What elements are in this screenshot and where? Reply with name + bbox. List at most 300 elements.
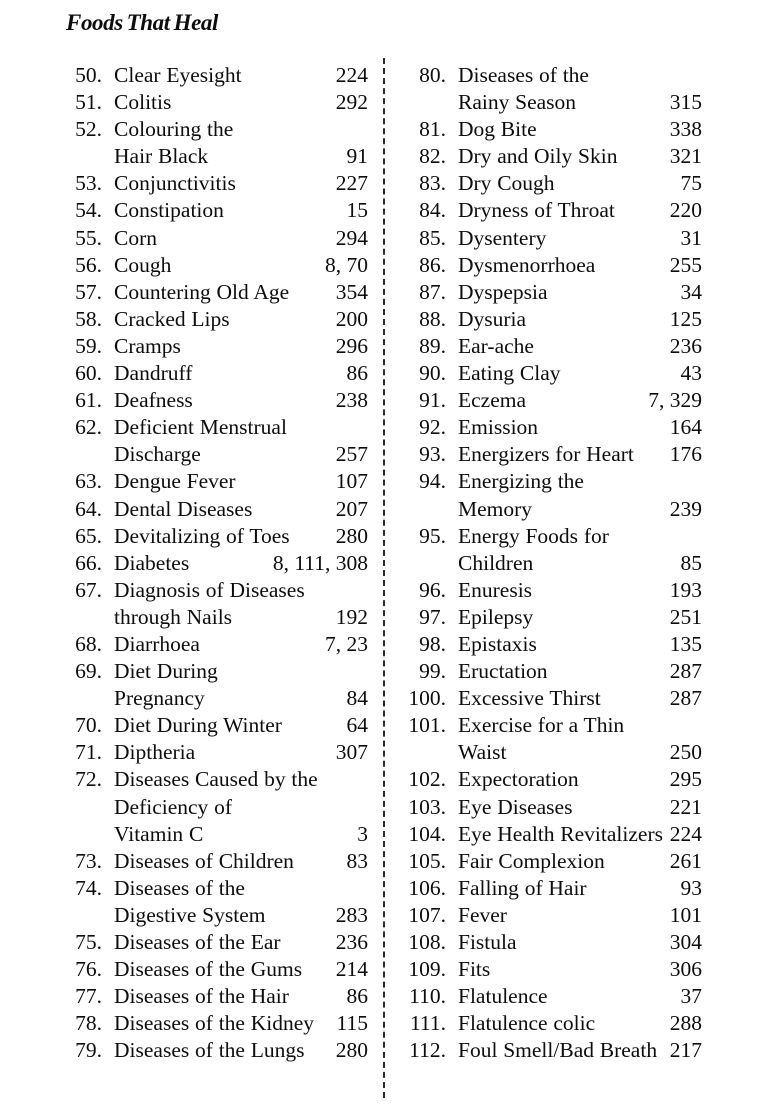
index-entry-title: Epilepsy: [458, 604, 534, 629]
index-entry-page-number: 236: [669, 333, 702, 358]
index-entry-title: Flatulence colic: [458, 1011, 596, 1036]
index-entry[interactable]: [60, 62, 368, 89]
index-entry-line: [60, 225, 368, 252]
index-entry-number: 61.: [75, 388, 102, 413]
index-entry-number: 87.: [419, 279, 446, 304]
index-entry-continuation: [60, 685, 368, 712]
index-entry-number: 54.: [75, 198, 102, 223]
index-entry[interactable]: [400, 468, 702, 522]
index-entry-page-number: 85: [680, 550, 702, 575]
index-entry-line: [400, 631, 702, 658]
index-entry-page-number: 8, 70: [325, 252, 368, 277]
index-entry[interactable]: [60, 983, 368, 1010]
index-entry-page-number: 84: [346, 686, 368, 711]
index-entry-page-number: 115: [336, 1011, 368, 1036]
index-entry-page-number: 251: [669, 604, 702, 629]
index-entry-line: [60, 658, 368, 685]
index-entry-number: 112.: [409, 1038, 446, 1063]
index-entry[interactable]: [400, 306, 702, 333]
index-entry-title: Dyspepsia: [458, 279, 548, 304]
index-entry[interactable]: [400, 956, 702, 983]
index-entry-number: 94.: [419, 469, 446, 494]
index-entry[interactable]: [400, 387, 702, 414]
index-entry-page-number: 255: [669, 252, 702, 277]
index-entry-title: Eating Clay: [458, 361, 561, 386]
index-entry[interactable]: [60, 875, 368, 929]
index-entry-number: 59.: [75, 333, 102, 358]
index-entry-title: Constipation: [114, 198, 224, 223]
index-entry-page-number: 295: [669, 767, 702, 792]
index-entry[interactable]: [60, 468, 368, 495]
index-entry-number: 73.: [75, 848, 102, 873]
index-entry-line: [400, 956, 702, 983]
index-entry[interactable]: [400, 333, 702, 360]
index-entry-title: Fair Complexion: [458, 848, 605, 873]
index-entry-line: [400, 821, 702, 848]
index-entry-line: [400, 62, 702, 89]
index-entry-title: Colouring the: [114, 117, 234, 142]
index-entry[interactable]: [400, 523, 702, 577]
index-entry-line: [60, 89, 368, 116]
index-entry-page-number: 207: [335, 496, 368, 521]
index-entry-line: [400, 712, 702, 739]
index-entry-title: Dryness of Throat: [458, 198, 615, 223]
index-entry-page-number: 287: [669, 686, 702, 711]
index-entry[interactable]: [60, 252, 368, 279]
index-entry-title: Eye Health Revitalizers: [458, 821, 663, 846]
index-entry[interactable]: [400, 794, 702, 821]
index-entry[interactable]: [60, 414, 368, 468]
index-entry-title: Flatulence: [458, 984, 548, 1009]
index-entry[interactable]: [60, 116, 368, 170]
index-entry-line: [400, 279, 702, 306]
index-entry-title: Diseases of the: [458, 63, 589, 87]
index-entry-title: Deficient Menstrual: [114, 415, 287, 440]
index-entry-number: 91.: [419, 388, 446, 413]
index-entry-page-number: 91: [346, 144, 368, 169]
index-entry-page-number: 7, 23: [325, 631, 368, 656]
index-entry-line: [400, 848, 702, 875]
index-entry-number: 72.: [75, 767, 102, 792]
index-entry[interactable]: [400, 685, 702, 712]
index-entry-page-number: 221: [669, 794, 702, 819]
index-entry-line: [60, 306, 368, 333]
index-entry-line: [400, 116, 702, 143]
index-entry-title: Corn: [114, 225, 157, 250]
index-entry-title: Dysmenorrhoea: [458, 252, 596, 277]
index-entry[interactable]: [60, 848, 368, 875]
index-entry-page-number: 294: [335, 225, 368, 250]
index-entry-line: [400, 604, 702, 631]
index-entry-title: Dry Cough: [458, 171, 555, 196]
index-entry-line: [400, 1010, 702, 1037]
index-entry-line: [60, 468, 368, 495]
index-entry-continuation: [60, 604, 368, 631]
index-entry-title-continued: Pregnancy: [114, 686, 205, 711]
index-entry-line: [400, 929, 702, 956]
index-entry-line: [60, 414, 368, 441]
index-entry-page-number: 338: [669, 117, 702, 142]
index-entry-line: [60, 956, 368, 983]
index-entry[interactable]: [60, 89, 368, 116]
index-entry-line: [60, 712, 368, 739]
index-entry-number: 83.: [419, 171, 446, 196]
index-entry-title: Dandruff: [114, 361, 193, 386]
index-entry-line: [60, 170, 368, 197]
index-entry[interactable]: [400, 170, 702, 197]
index-entry-number: 101.: [408, 713, 446, 738]
index-entry-title-continued: Waist: [458, 740, 507, 765]
index-entry-title: Dysentery: [458, 225, 547, 250]
index-entry-number: 89.: [419, 333, 446, 358]
index-entry[interactable]: [400, 414, 702, 441]
index-entry[interactable]: [60, 929, 368, 956]
index-entry-page-number: 250: [669, 740, 702, 765]
index-entry-title-continued: Deficiency of: [114, 794, 232, 819]
index-entry-page-number: 306: [669, 957, 702, 982]
index-entry[interactable]: [60, 658, 368, 712]
index-entry[interactable]: [400, 875, 702, 902]
index-entry[interactable]: [60, 225, 368, 252]
index-entry-page-number: 64: [346, 713, 368, 738]
index-entry-line: [60, 1010, 368, 1037]
index-entry-title: Colitis: [114, 90, 172, 115]
index-entry-number: 88.: [419, 306, 446, 331]
index-entry[interactable]: [400, 441, 702, 468]
index-entry-title: Cracked Lips: [114, 306, 230, 331]
index-entry-number: 110.: [409, 984, 446, 1009]
index-entry-page-number: 83: [346, 848, 368, 873]
index-entry-number: 56.: [75, 252, 102, 277]
index-entry[interactable]: [400, 116, 702, 143]
index-entry-number: 80.: [419, 63, 446, 87]
index-entry-continuation: [60, 821, 368, 848]
index-entry-line: [400, 875, 702, 902]
index-entry-page-number: 304: [669, 930, 702, 954]
index-entry-line: [60, 631, 368, 658]
index-entry-number: 55.: [75, 225, 102, 250]
index-entry-number: 79.: [75, 1038, 102, 1063]
index-entry-line: [60, 739, 368, 766]
index-entry-page-number: 280: [335, 523, 368, 548]
index-entry-number: 66.: [75, 550, 102, 575]
index-entry[interactable]: [400, 252, 702, 279]
index-entry-line: [60, 875, 368, 902]
index-entry[interactable]: [400, 225, 702, 252]
index-entry-title: Diseases of the Kidney: [114, 1011, 315, 1036]
index-entry-line: [60, 848, 368, 875]
index-entry-line: [60, 983, 368, 1010]
index-entry-title: Diabetes: [114, 550, 190, 575]
index-entry-number: 109.: [408, 957, 446, 982]
index-entry-title: Fever: [458, 902, 507, 927]
index-entry-title: Diseases of Children: [114, 848, 294, 873]
index-entry-line: [60, 333, 368, 360]
index-entry-number: 57.: [75, 279, 102, 304]
index-entry[interactable]: [60, 279, 368, 306]
index-entry-title: Eczema: [458, 388, 527, 413]
index-entry-number: 85.: [419, 225, 446, 250]
index-entry-line: [60, 197, 368, 224]
index-entry[interactable]: [60, 306, 368, 333]
index-entry-line: [400, 766, 702, 793]
index-entry-number: 96.: [419, 577, 446, 602]
index-entry-title: Excessive Thirst: [458, 686, 601, 711]
index-entry-title: Clear Eyesight: [114, 63, 242, 87]
index-entry[interactable]: [60, 1037, 368, 1064]
index-entry-title: Fistula: [458, 930, 517, 954]
index-entry-continuation: [400, 550, 702, 577]
index-entry-line: [400, 360, 702, 387]
index-entry-title: Fits: [458, 957, 491, 982]
index-entry-title: Diet During Winter: [114, 713, 282, 738]
index-entry[interactable]: [60, 360, 368, 387]
index-entry-page-number: 75: [680, 171, 702, 196]
index-entry-title-continued: Children: [458, 550, 534, 575]
index-entry-continuation: [60, 902, 368, 929]
index-column-right: [400, 62, 702, 1064]
index-entry-title-continued: Hair Black: [114, 144, 209, 169]
index-entry-title: Dry and Oily Skin: [458, 144, 618, 169]
index-entry-line: [60, 766, 368, 793]
index-entry-number: 111.: [409, 1011, 446, 1036]
index-entry-continuation: [60, 794, 368, 821]
index-entry[interactable]: [60, 631, 368, 658]
index-entry-number: 99.: [419, 659, 446, 684]
index-entry[interactable]: [400, 821, 702, 848]
index-entry[interactable]: [400, 766, 702, 793]
index-entry-page-number: 86: [346, 984, 368, 1009]
index-entry-number: 70.: [75, 713, 102, 738]
index-entry[interactable]: [60, 956, 368, 983]
index-entry-title-continued: Vitamin C: [114, 821, 204, 846]
index-entry-page-number: 101: [669, 902, 702, 927]
index-entry-page-number: 34: [680, 279, 702, 304]
index-entry-title: Cramps: [114, 333, 181, 358]
index-entry-continuation: [60, 143, 368, 170]
index-entry-title-continued: Digestive System: [114, 902, 266, 927]
index-entry[interactable]: [60, 197, 368, 224]
index-entry-line: [400, 902, 702, 929]
index-entry-title: Diagnosis of Diseases: [114, 577, 305, 602]
index-entry-page-number: 135: [669, 631, 702, 656]
column-divider: [383, 58, 385, 1098]
index-entry-continuation: [400, 496, 702, 523]
index-entry[interactable]: [400, 577, 702, 604]
index-entry-number: 90.: [419, 361, 446, 386]
index-entry[interactable]: [60, 523, 368, 550]
index-entry-number: 67.: [75, 577, 102, 602]
index-entry[interactable]: [400, 279, 702, 306]
index-entry-title: Enuresis: [458, 577, 533, 602]
index-entry-line: [60, 929, 368, 956]
index-entry-title: Ear-ache: [458, 333, 534, 358]
index-entry[interactable]: [60, 577, 368, 631]
index-entry-page-number: 283: [335, 902, 368, 927]
index-entry[interactable]: [60, 712, 368, 739]
index-column-left: [60, 62, 368, 1064]
index-entry-title: Diptheria: [114, 740, 196, 765]
index-entry-line: [400, 252, 702, 279]
index-entry-title: Dental Diseases: [114, 496, 253, 521]
index-entry-title: Eye Diseases: [458, 794, 573, 819]
index-entry-continuation: [60, 441, 368, 468]
index-entry-title: Exercise for a Thin: [458, 713, 625, 738]
index-entry-page-number: 224: [335, 63, 368, 87]
index-entry[interactable]: [60, 766, 368, 847]
index-entry-page-number: 176: [669, 442, 702, 467]
index-entry-page-number: 214: [335, 957, 368, 982]
index-entry-number: 50.: [75, 63, 102, 87]
index-entry-number: 78.: [75, 1011, 102, 1036]
index-entry-title: Dog Bite: [458, 117, 537, 142]
index-entry-line: [400, 685, 702, 712]
index-entry-line: [60, 252, 368, 279]
index-entry-line: [400, 170, 702, 197]
index-entry-page-number: 239: [669, 496, 702, 521]
index-entry-number: 69.: [75, 659, 102, 684]
index-entry-title: Dengue Fever: [114, 469, 236, 494]
index-entry-page-number: 200: [335, 306, 368, 331]
index-entry[interactable]: [60, 739, 368, 766]
index-entry-title: Cough: [114, 252, 172, 277]
index-entry-title: Diseases of the Ear: [114, 930, 281, 954]
index-entry-number: 98.: [419, 631, 446, 656]
index-entry-number: 100.: [408, 686, 446, 711]
index-entry-line: [60, 1037, 368, 1064]
index-entry[interactable]: [400, 658, 702, 685]
index-entry-page-number: 15: [346, 198, 368, 223]
index-entry-number: 106.: [408, 875, 446, 900]
index-entry-page-number: 192: [335, 604, 368, 629]
index-entry[interactable]: [60, 1010, 368, 1037]
index-entry-page-number: 220: [669, 198, 702, 223]
index-entry-page-number: 287: [669, 659, 702, 684]
index-entry-title: Deafness: [114, 388, 193, 413]
index-entry-number: 68.: [75, 631, 102, 656]
index-entry-number: 86.: [419, 252, 446, 277]
index-entry[interactable]: [400, 1037, 702, 1064]
index-entry-page-number: 37: [680, 984, 702, 1009]
index-entry-page-number: 125: [669, 306, 702, 331]
index-entry-page-number: 193: [669, 577, 702, 602]
index-entry[interactable]: [400, 712, 702, 766]
index-entry-line: [60, 496, 368, 523]
index-entry-page-number: 236: [335, 930, 368, 954]
index-entry-page-number: 164: [669, 415, 702, 440]
index-entry-number: 75.: [75, 930, 102, 954]
index-entry-number: 103.: [408, 794, 446, 819]
index-entry-page-number: 224: [669, 821, 702, 846]
index-entry-page-number: 261: [669, 848, 702, 873]
index-entry-number: 60.: [75, 361, 102, 386]
index-entry-number: 51.: [75, 90, 102, 115]
index-entry[interactable]: [400, 360, 702, 387]
index-entry[interactable]: [400, 929, 702, 956]
index-entry-line: [60, 360, 368, 387]
index-entry-line: [60, 523, 368, 550]
index-entry-line: [400, 794, 702, 821]
index-entry-title: Countering Old Age: [114, 279, 290, 304]
index-entry-number: 64.: [75, 496, 102, 521]
index-entry-number: 63.: [75, 469, 102, 494]
index-entry-page-number: 93: [680, 875, 702, 900]
index-entry-title-continued: Rainy Season: [458, 90, 577, 115]
index-entry-title: Conjunctivitis: [114, 171, 236, 196]
index-entry-number: 58.: [75, 306, 102, 331]
index-entry-page-number: 307: [335, 740, 368, 765]
index-entry-line: [400, 577, 702, 604]
index-entry-number: 107.: [408, 902, 446, 927]
index-entry-line: [400, 983, 702, 1010]
index-entry[interactable]: [400, 983, 702, 1010]
index-entry[interactable]: [60, 550, 368, 577]
index-entry-title: Energizers for Heart: [458, 442, 634, 467]
index-entry-title-continued: Discharge: [114, 442, 201, 467]
index-entry-title-continued: through Nails: [114, 604, 233, 629]
index-entry-page-number: 3: [357, 821, 368, 846]
index-entry[interactable]: [400, 902, 702, 929]
index-entry-title: Diseases Caused by the: [114, 767, 318, 792]
index-entry-number: 105.: [408, 848, 446, 873]
index-entry[interactable]: [400, 631, 702, 658]
index-entry[interactable]: [400, 62, 702, 116]
index-entry-continuation: [400, 739, 702, 766]
index-entry[interactable]: [400, 197, 702, 224]
index-entry-page-number: 296: [335, 333, 368, 358]
index-entry[interactable]: [400, 1010, 702, 1037]
index-entry-page-number: 43: [680, 361, 702, 386]
index-entry[interactable]: [60, 333, 368, 360]
index-entry-title: Devitalizing of Toes: [114, 523, 290, 548]
index-entry-number: 74.: [75, 875, 102, 900]
index-entry[interactable]: [400, 604, 702, 631]
index-entry-page-number: 227: [335, 171, 368, 196]
index-entry-number: 71.: [75, 740, 102, 765]
index-entry-number: 108.: [408, 930, 446, 954]
index-entry-line: [60, 279, 368, 306]
index-entry-line: [400, 333, 702, 360]
page-title: Foods That Heal: [66, 10, 219, 35]
index-entry[interactable]: [60, 496, 368, 523]
index-entry-title-continued: Memory: [458, 496, 533, 521]
index-entry-number: 84.: [419, 198, 446, 223]
index-entry-title: Eructation: [458, 659, 548, 684]
index-entry-line: [60, 387, 368, 414]
index-entry-line: [400, 225, 702, 252]
index-entry-page-number: 257: [335, 442, 368, 467]
index-entry[interactable]: [400, 848, 702, 875]
index-entry-page-number: 86: [346, 361, 368, 386]
index-entry-page-number: 7, 329: [648, 388, 702, 413]
index-entry-line: [400, 143, 702, 170]
index-entry-number: 77.: [75, 984, 102, 1009]
index-entry-line: [400, 414, 702, 441]
index-entry[interactable]: [60, 387, 368, 414]
index-entry-title: Falling of Hair: [458, 875, 587, 900]
index-entry-line: [60, 550, 368, 577]
index-entry-line: [400, 523, 702, 550]
index-entry-page-number: 288: [669, 1011, 702, 1036]
index-entry-title: Diet During: [114, 659, 218, 684]
index-entry-line: [400, 441, 702, 468]
index-entry[interactable]: [400, 143, 702, 170]
index-entry-line: [400, 658, 702, 685]
index-entry-number: 93.: [419, 442, 446, 467]
index-entry-number: 65.: [75, 523, 102, 548]
index-entry[interactable]: [60, 170, 368, 197]
index-entry-title: Diseases of the Lungs: [114, 1038, 305, 1063]
